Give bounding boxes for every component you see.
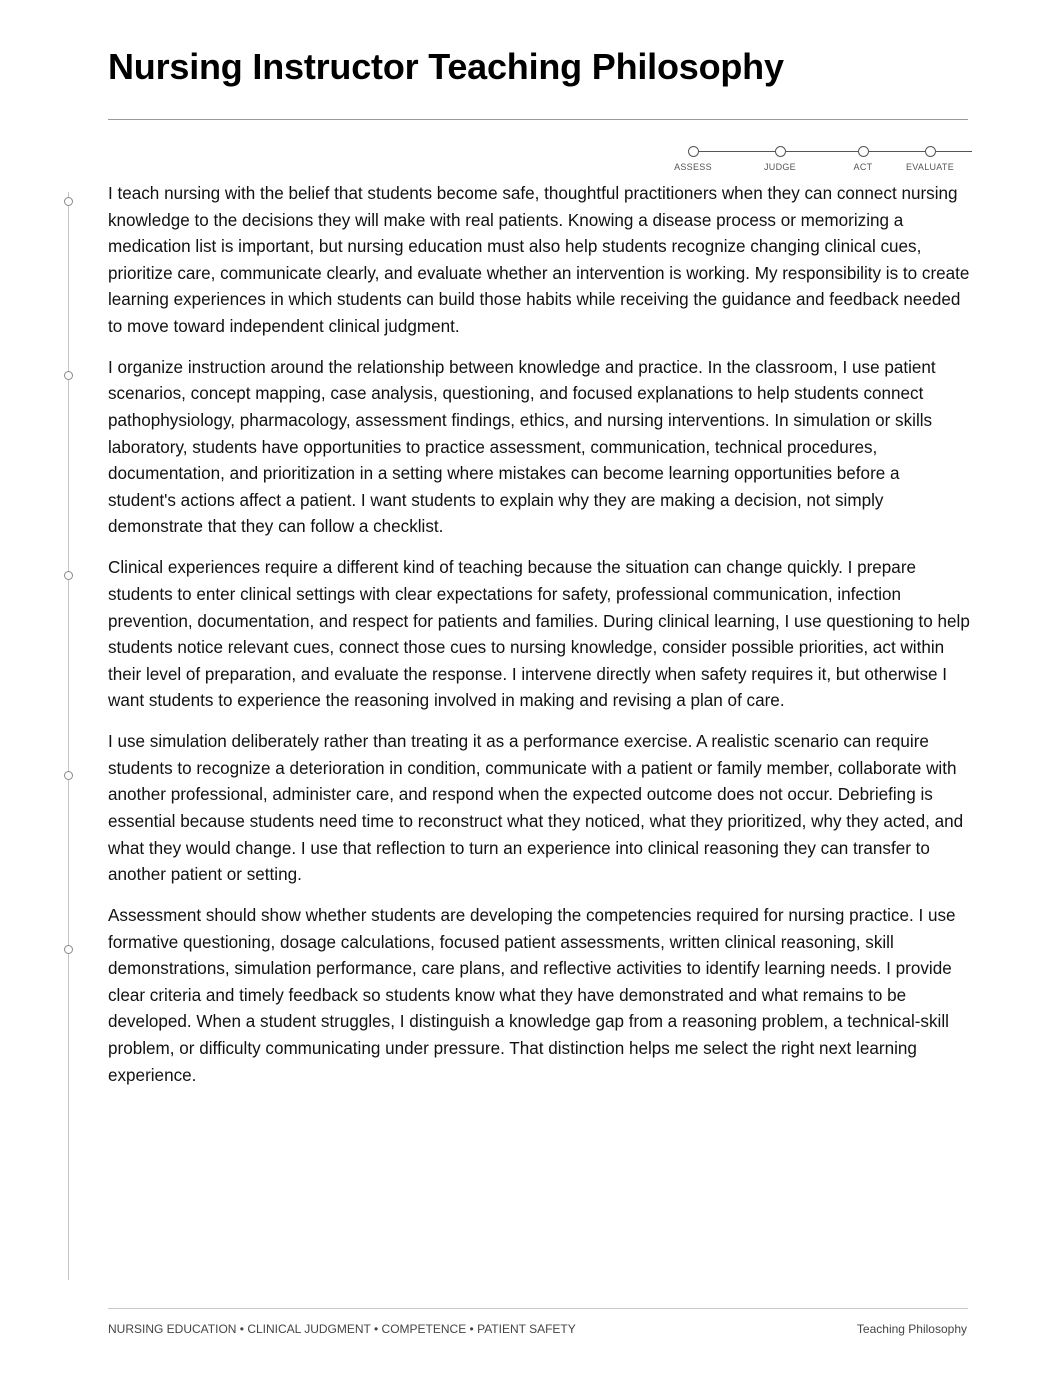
footer-divider [108, 1308, 968, 1309]
process-node-icon [688, 146, 699, 157]
timeline-node-icon [64, 371, 73, 380]
paragraph: I teach nursing with the belief that students become safe, thoughtful practitioners when they can connect nursing knowledge to the decisions they will make with real patients. Knowing a disease process or memorizing a medication list is important, but nursing education must also help students recognize changing clinical cues, prioritize care, communicate clearly, and evaluate whether an intervention is working. My responsibility is to create learning experiences in which students can build those habits while receiving the guidance and feedback needed to move toward independent clinical judgment. [108, 184, 970, 336]
paragraph: Assessment should show whether students are developing the competencies required for nursing practice. I use formative questioning, dosage calculations, focused patient assessments, written clinical reasoning, skill demonstrations, simulation performance, care plans, and reflective activities to identify learning needs. I provide clear criteria and timely feedback so students know what they have demonstrated and what remains to be developed. When a student struggles, I distinguish a knowledge gap from a reasoning problem, a technical-skill problem, or difficulty communicating under pressure. That distinction helps me select the right next learning experience. [108, 906, 956, 1085]
footer-doc-label: Teaching Philosophy [856, 1322, 967, 1336]
process-step-label: ASSESS [674, 162, 712, 172]
paragraph: I organize instruction around the relationship between knowledge and practice. In the classroom, I use patient scenarios, concept mapping, case analysis, questioning, and focused explanations to help students connect pathophysiology, pharmacology, assessment findings, ethics, and nursing interventions. In simulation or skills laboratory, students have opportunities to practice assessment, communication, technical procedures, documentation, and prioritization in a setting where mistakes can become learning opportunities before a student's actions affect a patient. I want students to explain why they are making a decision, not simply demonstrate that they can follow a checklist. [108, 357, 936, 537]
process-node-icon [858, 146, 869, 157]
process-step-label: JUDGE [763, 162, 796, 172]
left-timeline [68, 192, 69, 1280]
paragraph: I use simulation deliberately rather than treating it as a performance exercise. A realistic scenario can require students to recognize a deterioration in condition, communicate with a patient or family member, collaborate with another professional, administer care, and respond when the expected outcome does not occur. Debriefing is essential because students need time to reconstruct what they noticed, what they prioritized, why they acted, and what they would change. I use that reflection to turn an experience into clinical reasoning they can transfer to another patient or setting. [108, 732, 964, 885]
document-title: Nursing Instructor Teaching Philosophy [108, 46, 784, 87]
document-body [108, 181, 970, 1103]
process-step-assess [653, 146, 733, 172]
process-node-icon [775, 146, 786, 157]
timeline-node-icon [64, 571, 73, 580]
process-step-label: ACT [853, 162, 873, 172]
process-node-icon [925, 146, 936, 157]
process-step-evaluate [890, 146, 970, 172]
process-step-label: EVALUATE [905, 162, 955, 172]
timeline-node-icon [64, 197, 73, 206]
title-divider [108, 119, 968, 120]
timeline-node-icon [64, 771, 73, 780]
timeline-node-icon [64, 945, 73, 954]
process-step-judge [740, 146, 820, 172]
footer-keywords: NURSING EDUCATION • CLINICAL JUDGMENT • COMPETENCE • PATIENT SAFETY [108, 1322, 576, 1336]
paragraph: Clinical experiences require a different kind of teaching because the situation can change quickly. I prepare students to enter clinical settings with clear expectations for safety, professional communication, infection prevention, documentation, and respect for patients and families. During clinical learning, I use questioning to help students notice relevant cues, connect those cues to nursing knowledge, consider possible priorities, act within their level of preparation, and evaluate the response. I intervene directly when safety requires it, but otherwise I want students to experience the reasoning involved in making and revising a plan of care. [108, 558, 970, 711]
clinical-judgment-process [672, 142, 972, 178]
